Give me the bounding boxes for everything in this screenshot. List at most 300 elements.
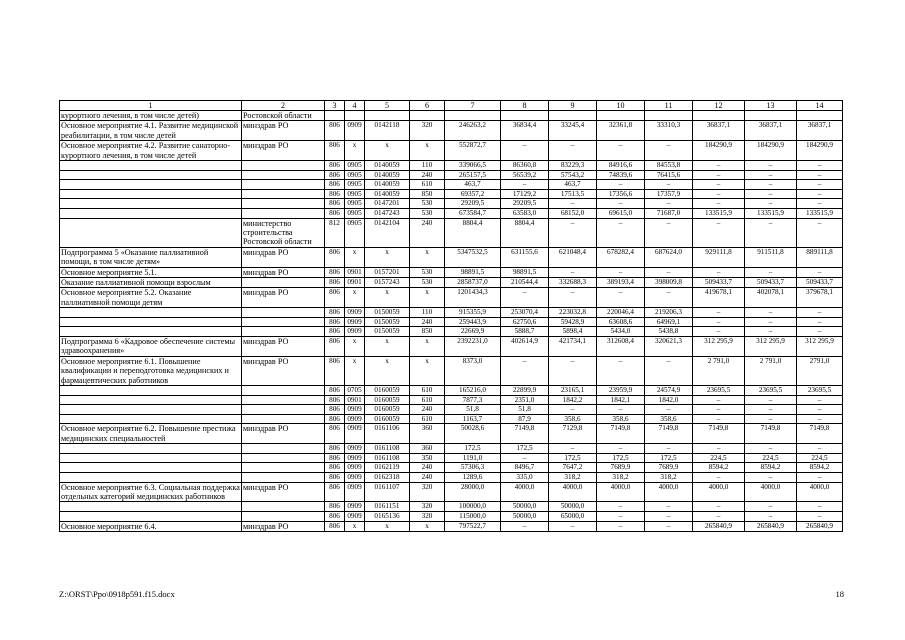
value-cell: 17357,9 [645, 189, 693, 199]
value-cell: 0901 [345, 395, 365, 405]
value-cell: – [501, 180, 549, 190]
table-row [60, 308, 843, 318]
value-cell [445, 111, 501, 121]
col-header: 13 [745, 101, 797, 111]
value-cell: 4000,0 [797, 482, 843, 502]
value-cell [325, 111, 345, 121]
value-cell: х [345, 337, 365, 357]
value-cell: 265157,5 [445, 170, 501, 180]
value-cell: 806 [325, 180, 345, 190]
responsible-cell [242, 502, 325, 512]
value-cell: 4000,0 [693, 482, 745, 502]
value-cell: 33245,4 [549, 121, 597, 141]
value-cell: 133515,9 [693, 209, 745, 219]
value-cell: 224,5 [797, 453, 843, 463]
value-cell: – [693, 502, 745, 512]
value-cell: – [693, 395, 745, 405]
value-cell: х [410, 521, 445, 531]
value-cell: 463,7 [445, 180, 501, 190]
value-cell: 133515,9 [745, 209, 797, 219]
measure-name-cell [60, 463, 242, 473]
value-cell: 22669,9 [445, 327, 501, 337]
value-cell: 29209,5 [501, 199, 549, 209]
responsible-cell [242, 278, 325, 288]
value-cell: 4000,0 [745, 482, 797, 502]
value-cell: 358,6 [597, 414, 645, 424]
value-cell: 74839,6 [597, 170, 645, 180]
value-cell: 98891,5 [501, 267, 549, 277]
value-cell: 806 [325, 121, 345, 141]
responsible-cell [242, 308, 325, 318]
value-cell: 7149,8 [597, 424, 645, 444]
value-cell: – [645, 502, 693, 512]
value-cell: – [645, 356, 693, 385]
value-cell: 7877,3 [445, 395, 501, 405]
value-cell: – [797, 327, 843, 337]
value-cell: – [693, 189, 745, 199]
value-cell: – [645, 405, 693, 415]
value-cell: 0909 [345, 414, 365, 424]
value-cell: х [410, 141, 445, 161]
value-cell: 240 [410, 170, 445, 180]
value-cell: 69615,0 [597, 209, 645, 219]
value-cell: 318,2 [549, 473, 597, 483]
value-cell: 0909 [345, 405, 365, 415]
value-cell: 65000,0 [549, 512, 597, 522]
value-cell: – [797, 444, 843, 454]
value-cell: – [645, 180, 693, 190]
value-cell: 889111,8 [797, 247, 843, 267]
value-cell: 0909 [345, 463, 365, 473]
value-cell: 320 [410, 482, 445, 502]
value-cell: 4000,0 [501, 482, 549, 502]
value-cell: – [797, 161, 843, 171]
value-cell: 0147243 [365, 209, 410, 219]
value-cell: 318,2 [597, 473, 645, 483]
value-cell: 68152,0 [549, 209, 597, 219]
value-cell: 8373,0 [445, 356, 501, 385]
value-cell: 678282,4 [597, 247, 645, 267]
value-cell: 0142118 [365, 121, 410, 141]
value-cell: 0909 [345, 317, 365, 327]
value-cell: 8804,4 [445, 218, 501, 247]
responsible-cell [242, 405, 325, 415]
value-cell: – [693, 414, 745, 424]
measure-name-cell [60, 453, 242, 463]
value-cell: 0140059 [365, 189, 410, 199]
value-cell: 223032,8 [549, 308, 597, 318]
value-cell [797, 111, 843, 121]
responsible-cell [242, 170, 325, 180]
table-row [60, 317, 843, 327]
value-cell: 172,5 [549, 453, 597, 463]
value-cell: 332688,3 [549, 278, 597, 288]
value-cell: 7149,8 [797, 424, 843, 444]
value-cell: 0909 [345, 444, 365, 454]
responsible-cell [242, 317, 325, 327]
measure-name-cell: Основное мероприятие 4.1. Развитие медицинской реабилитации, в том числе детей [60, 121, 242, 141]
table-row [60, 395, 843, 405]
value-cell: 806 [325, 521, 345, 531]
measure-name-cell [60, 170, 242, 180]
value-cell: 0905 [345, 199, 365, 209]
value-cell: 71687,0 [645, 209, 693, 219]
value-cell: 98891,5 [445, 267, 501, 277]
value-cell: 610 [410, 180, 445, 190]
col-header: 8 [501, 101, 549, 111]
value-cell: – [797, 267, 843, 277]
value-cell: – [745, 395, 797, 405]
measure-name-cell [60, 473, 242, 483]
value-cell: – [597, 199, 645, 209]
value-cell: х [365, 337, 410, 357]
value-cell: 530 [410, 209, 445, 219]
value-cell: 172,5 [445, 444, 501, 454]
value-cell: 83229,3 [549, 161, 597, 171]
value-cell: 1842,2 [549, 395, 597, 405]
value-cell: – [645, 521, 693, 531]
value-cell: 806 [325, 463, 345, 473]
col-header: 3 [325, 101, 345, 111]
value-cell: – [597, 444, 645, 454]
table-row [60, 209, 843, 219]
value-cell: – [693, 170, 745, 180]
value-cell: 84916,6 [597, 161, 645, 171]
col-header: 14 [797, 101, 843, 111]
value-cell: – [501, 521, 549, 531]
value-cell: – [645, 444, 693, 454]
value-cell: – [693, 308, 745, 318]
value-cell: 23695,5 [745, 386, 797, 396]
value-cell: 0162318 [365, 473, 410, 483]
responsible-cell [242, 209, 325, 219]
measure-name-cell [60, 209, 242, 219]
value-cell: – [745, 180, 797, 190]
measure-name-cell: Основное мероприятие 6.1. Повышение квалификации и переподготовка медицинских и фармацевтических работников [60, 356, 242, 385]
value-cell: 806 [325, 512, 345, 522]
value-cell: – [597, 356, 645, 385]
value-cell: 0160059 [365, 405, 410, 415]
value-cell: – [797, 170, 843, 180]
value-cell: 210544,4 [501, 278, 549, 288]
responsible-cell [242, 180, 325, 190]
value-cell: – [797, 512, 843, 522]
value-cell: 240 [410, 473, 445, 483]
value-cell: 806 [325, 327, 345, 337]
value-cell: – [597, 405, 645, 415]
value-cell: – [745, 502, 797, 512]
value-cell: 36837,1 [797, 121, 843, 141]
value-cell: – [797, 180, 843, 190]
value-cell: 0161107 [365, 482, 410, 502]
value-cell: 224,5 [693, 453, 745, 463]
value-cell: – [797, 308, 843, 318]
col-header: 7 [445, 101, 501, 111]
value-cell: 7149,8 [645, 424, 693, 444]
value-cell: 32361,8 [597, 121, 645, 141]
value-cell: – [693, 327, 745, 337]
responsible-cell: минздрав РО [242, 482, 325, 502]
value-cell [597, 111, 645, 121]
value-cell: 610 [410, 414, 445, 424]
value-cell: 911511,8 [745, 247, 797, 267]
col-header: 1 [60, 101, 242, 111]
value-cell: – [501, 356, 549, 385]
value-cell: – [501, 288, 549, 308]
value-cell: 0165136 [365, 512, 410, 522]
value-cell: 8496,7 [501, 463, 549, 473]
value-cell: х [410, 247, 445, 267]
value-cell: – [549, 267, 597, 277]
value-cell: 0901 [345, 278, 365, 288]
value-cell: 23695,5 [797, 386, 843, 396]
value-cell: х [365, 356, 410, 385]
value-cell: 7689,9 [645, 463, 693, 473]
value-cell: 530 [410, 267, 445, 277]
table-row [60, 386, 843, 396]
value-cell: 1842,0 [645, 395, 693, 405]
value-cell: 0140059 [365, 170, 410, 180]
value-cell [410, 111, 445, 121]
table-row [60, 453, 843, 463]
value-cell: 530 [410, 278, 445, 288]
value-cell: 265840,9 [797, 521, 843, 531]
value-cell: – [549, 141, 597, 161]
col-header: 2 [242, 101, 325, 111]
value-cell: 0150059 [365, 308, 410, 318]
value-cell: – [549, 199, 597, 209]
value-cell: 76415,6 [645, 170, 693, 180]
value-cell: 0162119 [365, 463, 410, 473]
responsible-cell [242, 414, 325, 424]
value-cell: 50028,6 [445, 424, 501, 444]
value-cell: 915355,9 [445, 308, 501, 318]
table-row [60, 161, 843, 171]
value-cell: 812 [325, 218, 345, 247]
value-cell: 530 [410, 199, 445, 209]
value-cell: 0909 [345, 121, 365, 141]
responsible-cell: минздрав РО [242, 288, 325, 308]
table-row [60, 327, 843, 337]
table-row [60, 111, 843, 121]
table-row [60, 463, 843, 473]
value-cell: – [597, 180, 645, 190]
responsible-cell [242, 161, 325, 171]
value-cell: – [797, 199, 843, 209]
value-cell: х [410, 288, 445, 308]
measure-name-cell [60, 180, 242, 190]
value-cell: 2351,0 [501, 395, 549, 405]
value-cell: 23695,5 [693, 386, 745, 396]
value-cell: – [549, 444, 597, 454]
value-cell: – [693, 218, 745, 247]
responsible-cell: минздрав РО [242, 141, 325, 161]
value-cell: 0150059 [365, 317, 410, 327]
value-cell: 0905 [345, 218, 365, 247]
value-cell: 8594,2 [797, 463, 843, 473]
value-cell [645, 111, 693, 121]
value-cell: х [345, 356, 365, 385]
responsible-cell [242, 453, 325, 463]
value-cell: 806 [325, 288, 345, 308]
table-row [60, 414, 843, 424]
value-cell [365, 111, 410, 121]
table-row [60, 170, 843, 180]
value-cell: 806 [325, 424, 345, 444]
value-cell: 312 295,9 [797, 337, 843, 357]
responsible-cell [242, 327, 325, 337]
value-cell: – [645, 218, 693, 247]
value-cell: – [745, 161, 797, 171]
col-header: 10 [597, 101, 645, 111]
value-cell: 2791,0 [797, 356, 843, 385]
value-cell: 398009,8 [645, 278, 693, 288]
value-cell: 312 295,9 [693, 337, 745, 357]
table-row [60, 218, 843, 247]
value-cell: – [645, 512, 693, 522]
value-cell: 115000,0 [445, 512, 501, 522]
value-cell: 806 [325, 473, 345, 483]
value-cell: 0142104 [365, 218, 410, 247]
value-cell: 0705 [345, 386, 365, 396]
value-cell: – [549, 218, 597, 247]
col-header: 9 [549, 101, 597, 111]
value-cell: 184290,9 [693, 141, 745, 161]
measure-name-cell [60, 512, 242, 522]
responsible-cell: Ростовской области [242, 111, 325, 121]
measure-name-cell: Основное мероприятие 6.4. [60, 521, 242, 531]
value-cell: 806 [325, 317, 345, 327]
value-cell: – [797, 395, 843, 405]
value-cell: 312 295,9 [745, 337, 797, 357]
responsible-cell: минздрав РО [242, 267, 325, 277]
value-cell: – [745, 317, 797, 327]
measure-name-cell: Основное мероприятие 6.3. Социальная поддержка отдельных категорий медицинских работников [61, 482, 240, 502]
value-cell: 806 [325, 386, 345, 396]
value-cell: – [745, 218, 797, 247]
table-row [60, 444, 843, 454]
value-cell: 64969,1 [645, 317, 693, 327]
value-cell: 240 [410, 463, 445, 473]
value-cell: 806 [325, 199, 345, 209]
responsible-cell [242, 473, 325, 483]
value-cell: 806 [325, 308, 345, 318]
value-cell: 320 [410, 121, 445, 141]
value-cell: 509433,7 [745, 278, 797, 288]
value-cell: 172,5 [501, 444, 549, 454]
value-cell: – [501, 453, 549, 463]
table-row [60, 199, 843, 209]
value-cell: 240 [410, 405, 445, 415]
value-cell: 0160059 [365, 414, 410, 424]
value-cell: – [597, 141, 645, 161]
value-cell: 2392231,0 [445, 337, 501, 357]
value-cell: – [597, 288, 645, 308]
value-cell: х [365, 141, 410, 161]
value-cell: – [693, 512, 745, 522]
value-cell: 0905 [345, 161, 365, 171]
value-cell: 5888,7 [501, 327, 549, 337]
value-cell: – [549, 356, 597, 385]
value-cell: 17356,6 [597, 189, 645, 199]
value-cell: 259443,9 [445, 317, 501, 327]
value-cell: 552872,7 [445, 141, 501, 161]
value-cell: 63583,0 [501, 209, 549, 219]
value-cell: 339066,5 [445, 161, 501, 171]
value-cell: – [797, 405, 843, 415]
value-cell: 0147201 [365, 199, 410, 209]
table-row [60, 356, 843, 385]
value-cell: 165216,0 [445, 386, 501, 396]
value-cell: 806 [325, 356, 345, 385]
col-header: 4 [345, 101, 365, 111]
value-cell: – [797, 473, 843, 483]
measure-name-cell: Основное мероприятие 4.2. Развитие санаторно-курортного лечения, в том числе детей [60, 141, 242, 161]
value-cell: 350 [410, 453, 445, 463]
value-cell: 1842,1 [597, 395, 645, 405]
value-cell: – [693, 161, 745, 171]
table-row [60, 278, 843, 288]
table-row [60, 121, 843, 141]
value-cell: 0901 [345, 267, 365, 277]
responsible-cell [242, 189, 325, 199]
value-cell: 110 [410, 308, 445, 318]
measure-name-cell [60, 414, 242, 424]
value-cell: – [549, 288, 597, 308]
value-cell: 172,5 [645, 453, 693, 463]
value-cell: – [693, 473, 745, 483]
value-cell: 51,8 [501, 405, 549, 415]
value-cell: 2858737,0 [445, 278, 501, 288]
value-cell: 7129,8 [549, 424, 597, 444]
value-cell: 8594,2 [745, 463, 797, 473]
value-cell: 358,6 [645, 414, 693, 424]
measure-name-cell [60, 405, 242, 415]
value-cell: 0161108 [365, 444, 410, 454]
value-cell: 621048,4 [549, 247, 597, 267]
value-cell: 797522,7 [445, 521, 501, 531]
value-cell: – [745, 473, 797, 483]
value-cell: 0909 [345, 453, 365, 463]
measure-name-cell: курортного лечения, в том числе детей) [60, 111, 242, 121]
measure-name-cell [60, 199, 242, 209]
measure-name-cell: Основное мероприятие 5.1. [60, 267, 242, 277]
value-cell: – [745, 405, 797, 415]
value-cell: 312608,4 [597, 337, 645, 357]
table-row [60, 267, 843, 277]
measure-name-cell: Основное мероприятие 6.2. Повышение престижа медицинских специальностей [60, 424, 242, 444]
value-cell: – [797, 502, 843, 512]
value-cell: 631155,6 [501, 247, 549, 267]
value-cell: 318,2 [645, 473, 693, 483]
value-cell: 806 [325, 405, 345, 415]
value-cell: 419678,1 [693, 288, 745, 308]
value-cell: 23959,9 [597, 386, 645, 396]
value-cell: 806 [325, 170, 345, 180]
value-cell: 806 [325, 453, 345, 463]
value-cell: 806 [325, 482, 345, 502]
col-header: 6 [410, 101, 445, 111]
value-cell: – [745, 512, 797, 522]
value-cell: 421734,1 [549, 337, 597, 357]
table-row [60, 502, 843, 512]
responsible-cell: минздрав РО [242, 521, 325, 531]
value-cell: – [597, 267, 645, 277]
value-cell: 320 [410, 512, 445, 522]
value-cell: 7149,8 [501, 424, 549, 444]
value-cell: х [345, 141, 365, 161]
value-cell: 28000,0 [445, 482, 501, 502]
